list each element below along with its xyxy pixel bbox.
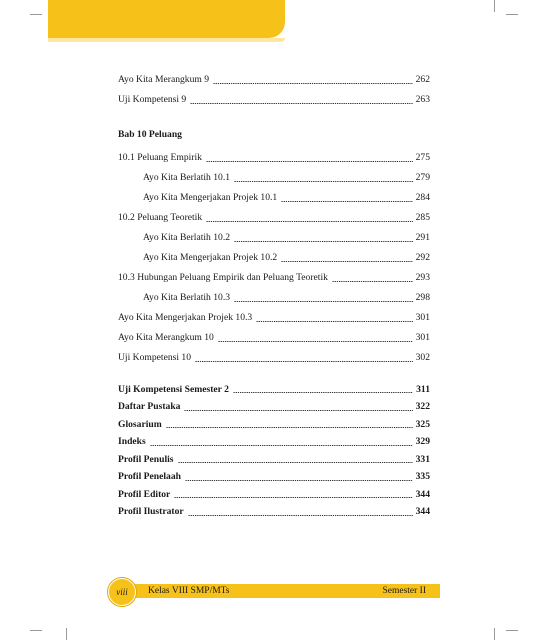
toc-entry[interactable]: Glosarium 325 <box>118 418 430 430</box>
toc-entry[interactable]: Profil Editor 344 <box>118 488 430 500</box>
toc-entry[interactable]: Ayo Kita Berlatih 10.1 279 <box>143 172 430 183</box>
toc-entry[interactable]: Uji Kompetensi 9 263 <box>118 94 430 105</box>
toc-entry[interactable]: Uji Kompetensi 10 302 <box>118 352 430 363</box>
crop-mark <box>30 14 42 15</box>
toc-entry[interactable]: 10.1 Peluang Empirik 275 <box>118 152 430 163</box>
header-band <box>48 0 285 38</box>
crop-mark <box>506 14 518 15</box>
page-number-badge: viii <box>108 578 136 606</box>
page-footer <box>118 584 440 598</box>
toc-entry[interactable]: Profil Penelaah 335 <box>118 471 430 483</box>
table-of-contents <box>118 70 430 521</box>
toc-entry[interactable]: 10.3 Hubungan Peluang Empirik dan Peluang Teoretik 293 <box>118 272 430 283</box>
toc-entry[interactable]: Ayo Kita Mengerjakan Projek 10.3 301 <box>118 312 430 323</box>
toc-entry[interactable]: Profil Ilustrator 344 <box>118 506 430 518</box>
toc-entry[interactable]: Ayo Kita Mengerjakan Projek 10.2 292 <box>143 252 430 263</box>
crop-mark <box>506 630 518 631</box>
footer-semester: Semester II <box>382 586 426 596</box>
toc-entry[interactable]: Profil Penulis 331 <box>118 453 430 465</box>
toc-entry[interactable]: Ayo Kita Berlatih 10.2 291 <box>143 232 430 243</box>
crop-mark <box>494 628 495 640</box>
toc-entry[interactable]: Ayo Kita Mengerjakan Projek 10.1 284 <box>143 192 430 203</box>
crop-mark <box>494 0 495 12</box>
toc-entry[interactable]: Daftar Pustaka 322 <box>118 401 430 413</box>
toc-entry[interactable]: Indeks 329 <box>118 436 430 448</box>
toc-entry[interactable]: Ayo Kita Berlatih 10.3 298 <box>143 292 430 303</box>
footer-book-title: Kelas VIII SMP/MTs <box>148 586 230 596</box>
crop-mark <box>30 630 42 631</box>
toc-entry[interactable]: 10.2 Peluang Teoretik 285 <box>118 212 430 223</box>
toc-entry[interactable]: Ayo Kita Merangkum 9 262 <box>118 74 430 85</box>
toc-entry[interactable]: Ayo Kita Merangkum 10 301 <box>118 332 430 343</box>
toc-entry[interactable]: Uji Kompetensi Semester 2 311 <box>118 383 430 395</box>
crop-mark <box>66 628 67 640</box>
chapter-heading: Bab 10 Peluang <box>118 129 182 140</box>
